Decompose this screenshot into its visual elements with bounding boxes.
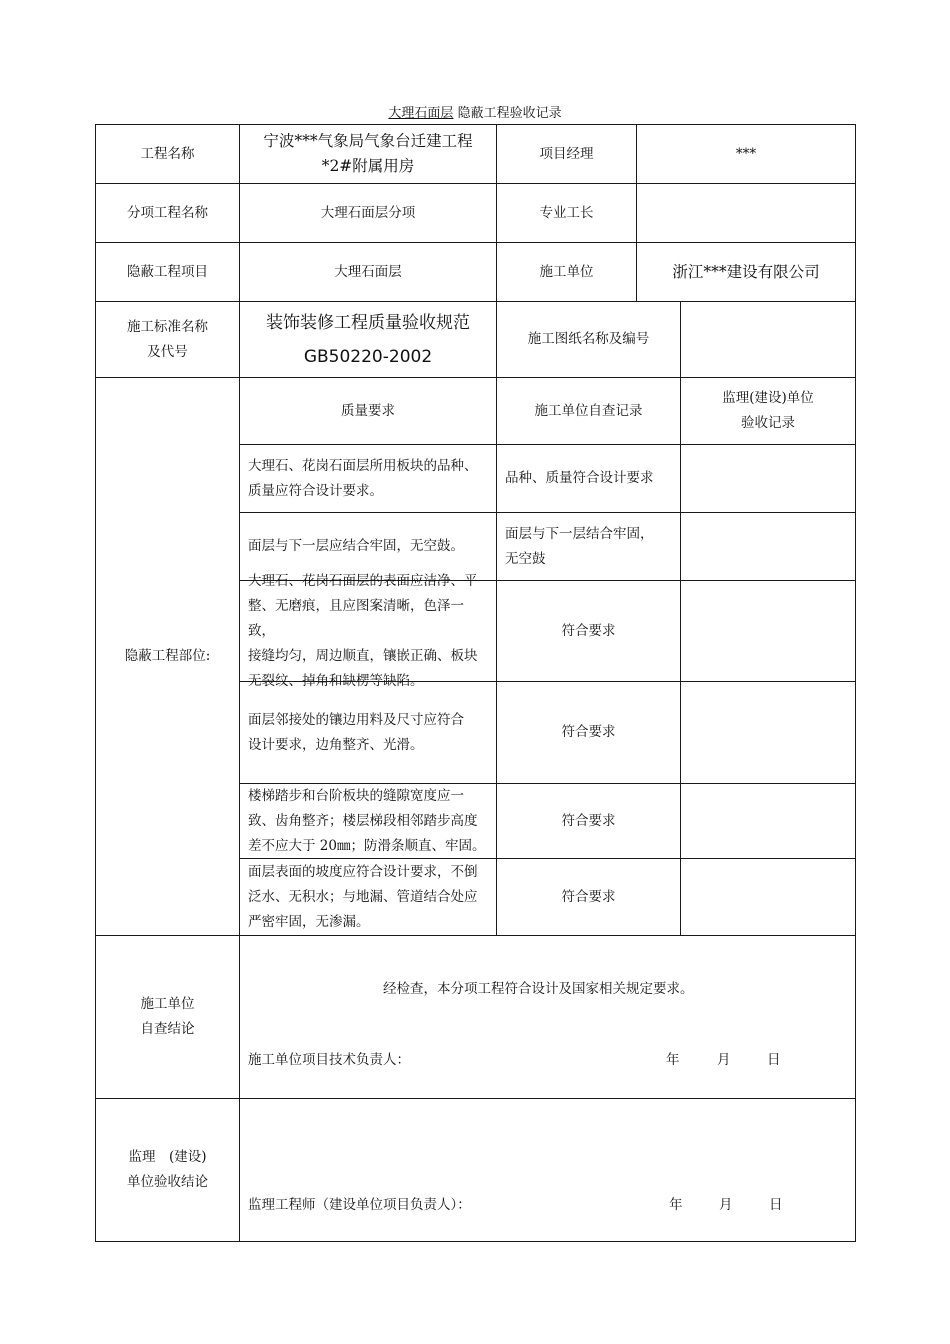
- supervision-row-5: [680, 783, 856, 859]
- standard-name-label: 施工标准名称 及代号: [95, 301, 240, 378]
- hidden-work-item-label: 隐蔽工程项目: [95, 242, 240, 302]
- subitem-name-label: 分项工程名称: [95, 183, 240, 243]
- requirement-row-6: 面层表面的坡度应符合设计要求，不倒 泛水、无积水；与地漏、管道结合处应 严密牢固，无渗漏。: [239, 858, 497, 936]
- requirement-row-4: 面层邻接处的镶边用料及尺寸应符合 设计要求，边角整齐、光滑。: [239, 681, 497, 784]
- drawing-name-label: 施工图纸名称及编号: [496, 301, 681, 378]
- supervision-row-2: [680, 512, 856, 581]
- project-manager-value: ***: [636, 124, 856, 184]
- document-title: [0, 102, 950, 121]
- supervision-row-3: [680, 580, 856, 682]
- self-check-row-6: 符合要求: [496, 858, 681, 936]
- self-check-row-1: 品种、质量符合设计要求: [496, 444, 681, 513]
- supervision-row-4: [680, 681, 856, 784]
- requirement-row-3: 大理石、花岗石面层的表面应洁净、平 整、无磨痕，且应图案清晰，色泽一致， 接缝均匀，周边顺直，镶嵌正确、板块 无裂纹、掉角和缺楞等缺陷。: [239, 580, 497, 682]
- project-manager-label: 项目经理: [496, 124, 637, 184]
- standard-name-value: 装饰装修工程质量验收规范 GB50220-2002: [239, 301, 497, 378]
- supervision-conclusion-label: 监理 (建设) 单位验收结论: [95, 1098, 240, 1242]
- construction-unit-value: 浙江***建设有限公司: [636, 242, 856, 302]
- self-check-day: 日: [767, 1052, 781, 1068]
- header-quality-requirement: 质量要求: [239, 377, 497, 445]
- supervision-year: 年: [669, 1197, 683, 1213]
- self-check-month: 月: [717, 1052, 731, 1068]
- supervision-row-6: [680, 858, 856, 936]
- supervision-day: 日: [769, 1197, 783, 1213]
- supervision-month: 月: [719, 1197, 733, 1213]
- foreman-label: 专业工长: [496, 183, 637, 243]
- supervision-conclusion-box: [239, 1098, 856, 1242]
- self-check-signer: 施工单位项目技术负责人：: [248, 1052, 410, 1068]
- construction-unit-label: 施工单位: [496, 242, 637, 302]
- self-check-row-3: 符合要求: [496, 580, 681, 682]
- title-rest: 隐蔽工程验收记录: [453, 106, 562, 121]
- foreman-value: [636, 183, 856, 243]
- drawing-name-value: [680, 301, 856, 378]
- project-name-value: 宁波***气象局气象台迁建工程 *2#附属用房: [239, 124, 497, 184]
- subitem-name-value: 大理石面层分项: [239, 183, 497, 243]
- self-check-conclusion-text: 经检查，本分项工程符合设计及国家相关规定要求。: [383, 981, 694, 997]
- title-underlined: 大理石面层: [388, 106, 454, 121]
- supervision-signer: 监理工程师（建设单位项目负责人）：: [248, 1197, 471, 1213]
- acceptance-record-table: [95, 124, 856, 1242]
- project-name-label: 工程名称: [95, 124, 240, 184]
- self-check-row-4: 符合要求: [496, 681, 681, 784]
- self-check-conclusion-label: 施工单位 自查结论: [95, 935, 240, 1099]
- header-self-check-record: 施工单位自查记录: [496, 377, 681, 445]
- self-check-year: 年: [666, 1052, 680, 1068]
- requirement-row-2: 面层与下一层应结合牢固，无空鼓。: [239, 512, 497, 581]
- self-check-row-2: 面层与下一层结合牢固， 无空鼓: [496, 512, 681, 581]
- self-check-conclusion-box: [239, 935, 856, 1099]
- header-supervision-record: 监理(建设)单位 验收记录: [680, 377, 856, 445]
- hidden-part-label: 隐蔽工程部位:: [95, 377, 240, 936]
- supervision-row-1: [680, 444, 856, 513]
- self-check-row-5: 符合要求: [496, 783, 681, 859]
- requirement-row-5: 楼梯踏步和台阶板块的缝隙宽度应一 致、齿角整齐；楼层梯段相邻踏步高度 差不应大于 20㎜；防滑条顺直、牢固。: [239, 783, 497, 859]
- requirement-row-1: 大理石、花岗石面层所用板块的品种、 质量应符合设计要求。: [239, 444, 497, 513]
- hidden-work-item-value: 大理石面层: [239, 242, 497, 302]
